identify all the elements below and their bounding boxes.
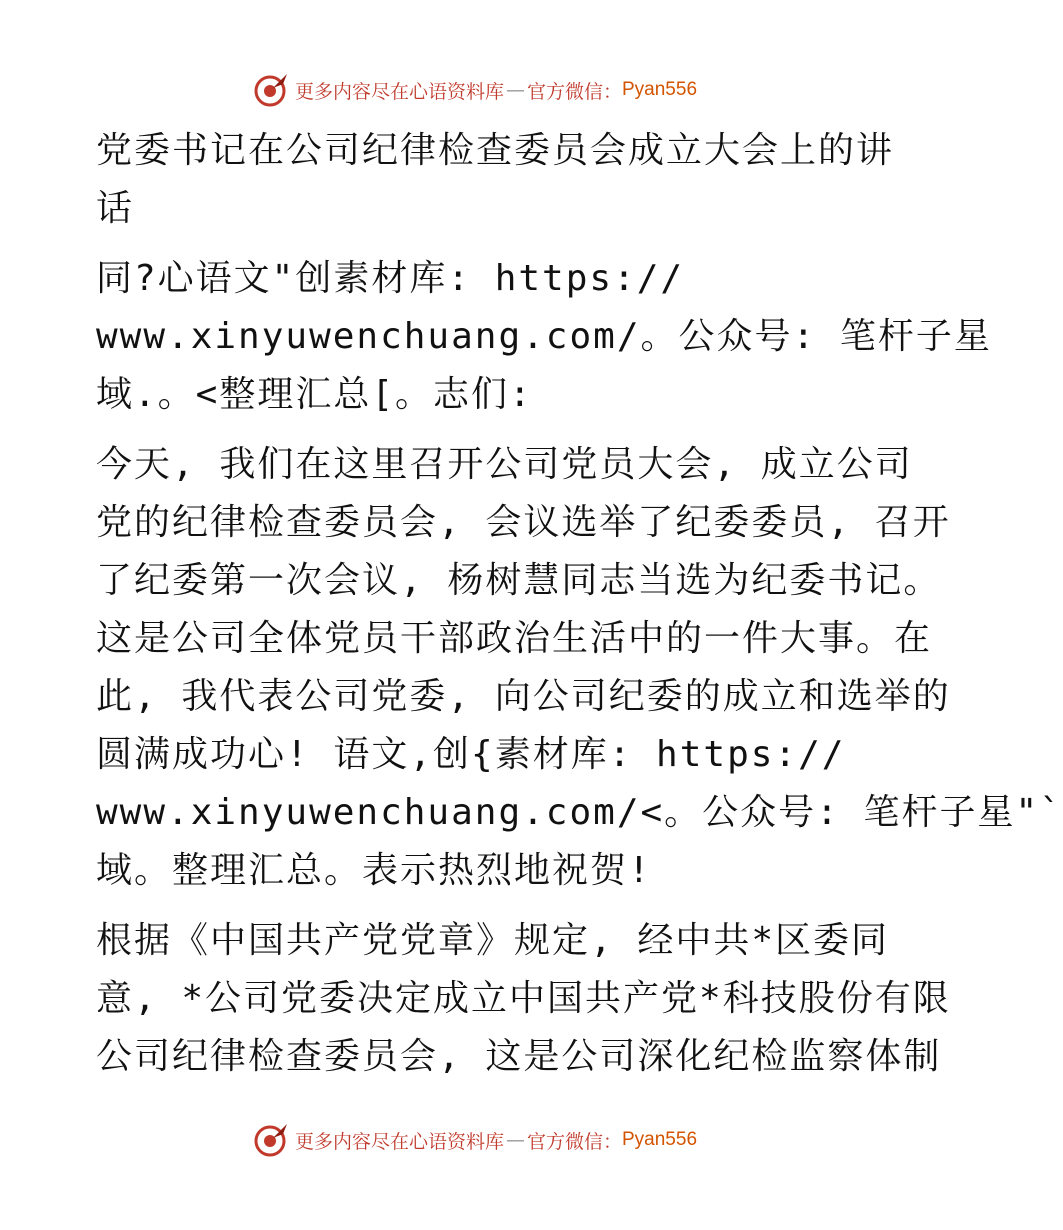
banner-wechat-label: 官方微信： [526,80,622,103]
paragraph-2 [96,436,1063,900]
banner-dash: — [505,79,525,101]
banner-wechat-handle: Pyan556 [622,1129,698,1150]
text-line: www.xinyuwenchuang.com/。公众号: 笔杆子星 [96,316,992,357]
title-line: 话 [96,188,135,229]
document-body [96,122,1063,1086]
text-line: 了纪委第一次会议, 杨树慧同志当选为纪委书记。 [96,560,942,601]
banner-brand: 更多内容尽在心语资料库 [294,1130,504,1153]
paragraph-1 [96,250,992,424]
banner-dash: — [505,1129,525,1151]
banner-wechat-label: 官方微信： [526,1130,622,1153]
text-line: 公司纪律检查委员会, 这是公司深化纪检监察体制 [96,1036,942,1077]
text-line: 这是公司全体党员干部政治生活中的一件大事。在 [96,618,933,659]
banner-wechat-handle: Pyan556 [622,79,698,100]
title-line: 党委书记在公司纪律检查委员会成立大会上的讲 [96,130,895,171]
quill-logo-icon [253,72,289,108]
paragraph-3 [96,912,951,1086]
text-line: www.xinyuwenchuang.com/<。公众号: 笔杆子星"` [96,792,1063,833]
quill-logo-icon [253,1122,289,1158]
text-line: 域。整理汇总。表示热烈地祝贺! [96,850,652,891]
text-line: 此, 我代表公司党委, 向公司纪委的成立和选举的 [96,676,951,717]
text-line: 今天, 我们在这里召开公司党员大会, 成立公司 [96,444,913,485]
text-line: 意, *公司党委决定成立中国共产党*科技股份有限 [96,978,951,1019]
footer-watermark [0,1120,950,1160]
header-watermark [0,70,950,110]
text-line: 域.。<整理汇总[。志们: [96,374,533,415]
text-line: 根据《中国共产党党章》规定, 经中共*区委同 [96,920,890,961]
text-line: 同?心语文"创素材库: https:// [96,258,685,299]
text-line: 圆满成功心! 语文,创{素材库: https:// [96,734,846,775]
document-title [96,122,895,238]
banner-brand: 更多内容尽在心语资料库 [294,80,504,103]
text-line: 党的纪律检查委员会, 会议选举了纪委委员, 召开 [96,502,951,543]
